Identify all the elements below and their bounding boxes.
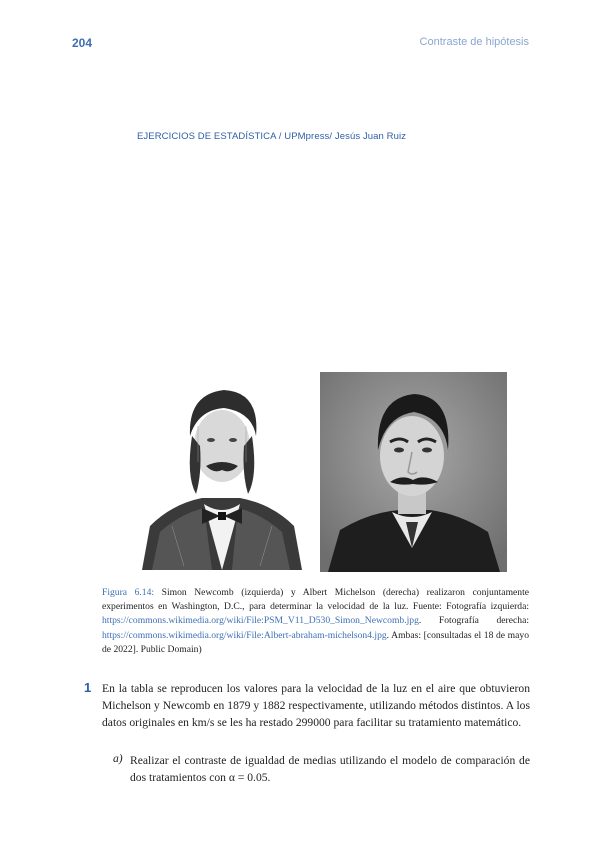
caption-text-part: . Ambas: [consultadas el 18 de mayo de 2022]. Public Domain) — [102, 629, 529, 655]
michelson-portrait-image — [320, 372, 507, 572]
exercise-statement: En la tabla se reproducen los valores para la velocidad de la luz en el aire que obtuvieron Michelson y Newcomb en 1879 y 1882 respectivamente, utilizando métodos distintos. A los datos originales en km/s se les ha restado 299000 para facilitar su tratamiento matemático. — [102, 682, 530, 729]
exercise-number: 1 — [84, 680, 92, 695]
caption-text-part: . Fotografía derecha: — [418, 615, 529, 627]
series-line: EJERCICIOS DE ESTADÍSTICA / UPMpress/ Jesús Juan Ruiz — [137, 131, 407, 142]
running-header: Contraste de hipótesis — [419, 36, 529, 48]
caption-text-part: Simon Newcomb (izquierda) y Albert Michelson (derecha) realizaron conjuntamente experimentos en Washington, D.C., para determinar la velocidad de la luz. Fuente: Fotografía izquierda: — [102, 587, 530, 613]
exercise-item-label: a) — [113, 752, 123, 765]
exercise-item-text: Realizar el contraste de igualdad de medias utilizando el modelo de comparación de dos tratamientos con α = 0.05. — [130, 754, 530, 784]
caption-link-right[interactable]: https://commons.wikimedia.org/wiki/File:Albert-abraham-michelson4.jpg — [102, 629, 387, 641]
caption-link-left[interactable]: https://commons.wikimedia.org/wiki/File:PSM_V11_D530_Simon_Newcomb.jpg — [102, 615, 419, 627]
figure-label: Figura 6.14: — [102, 587, 155, 598]
figure-caption — [102, 586, 529, 657]
page-number: 204 — [72, 36, 93, 50]
newcomb-portrait-image — [132, 376, 310, 570]
